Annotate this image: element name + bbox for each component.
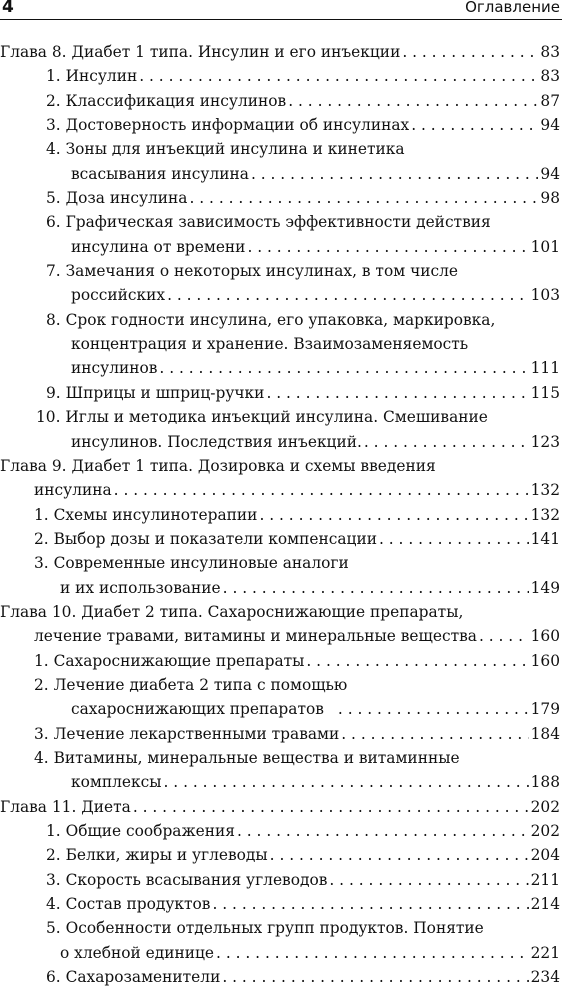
toc-chapter-9[interactable] xyxy=(0,454,562,503)
leader-dots xyxy=(212,892,528,916)
toc-page-number: 98 xyxy=(540,189,560,208)
leader-dots xyxy=(479,624,529,648)
running-title: Оглавление xyxy=(465,0,560,16)
toc-item-label: всасывания инсулина xyxy=(71,164,249,183)
toc-page-number: 202 xyxy=(530,797,560,816)
toc-chapter-title: Глава 9. Диабет 1 типа. Дозировка и схемы введения xyxy=(0,456,436,475)
toc-page-number: 132 xyxy=(530,505,560,524)
toc-page-number: 211 xyxy=(530,870,560,889)
leader-dots xyxy=(139,64,538,88)
toc-item-label: 1. Общие соображения xyxy=(46,822,235,840)
toc-item-label: 6. Сахарозаменители xyxy=(46,968,221,987)
toc-item[interactable] xyxy=(0,746,562,795)
toc-item-label: 3. Скорость всасывания углеводов xyxy=(46,870,328,889)
toc-chapter-title: Глава 10. Диабет 2 типа. Сахароснижающие препараты, xyxy=(0,602,464,621)
leader-dots xyxy=(133,795,529,819)
toc-chapter-11[interactable] xyxy=(0,795,562,819)
toc-chapter-8[interactable] xyxy=(0,40,562,64)
leader-dots xyxy=(247,235,528,259)
toc-item-label: и их использование xyxy=(60,578,221,597)
toc-page-number: 204 xyxy=(530,846,560,865)
toc-page-number: 83 xyxy=(540,43,560,61)
toc-item[interactable] xyxy=(0,308,562,381)
toc-chapter-title: Глава 11. Диета xyxy=(0,797,131,816)
leader-dots xyxy=(159,356,528,380)
toc-item[interactable] xyxy=(0,405,562,454)
toc-page-number: 83 xyxy=(540,67,560,86)
toc-page-number: 141 xyxy=(530,529,560,548)
toc-item-label: 10. Иглы и методика инъекций инсулина. Смешивание xyxy=(36,408,488,427)
toc-item[interactable] xyxy=(0,64,562,88)
leader-dots xyxy=(270,843,529,867)
toc-item[interactable] xyxy=(0,722,562,746)
toc-page-number: 87 xyxy=(540,91,560,110)
toc-item-label: 1. Схемы инсулинотерапии xyxy=(34,505,258,524)
toc-page-number: 132 xyxy=(530,481,560,500)
toc-item[interactable] xyxy=(0,843,562,867)
toc-item-label: 4. Витамины, минеральные вещества и витаминные xyxy=(34,748,460,767)
leader-dots xyxy=(364,430,529,454)
toc-item-label: 3. Лечение лекарственными травами xyxy=(34,724,340,743)
toc-item[interactable] xyxy=(0,892,562,916)
toc-item-label: 9. Шприцы и шприц-ручки xyxy=(46,383,265,402)
toc-item-label: концентрация и хранение. Взаимозаменяемость xyxy=(71,335,469,354)
toc-item-label: 2. Белки, жиры и углеводы xyxy=(46,846,268,865)
page-number: 4 xyxy=(2,0,14,17)
toc-item-label: инсулина от времени xyxy=(71,237,246,256)
toc-item[interactable] xyxy=(0,210,562,259)
toc-chapter-10[interactable] xyxy=(0,600,562,649)
leader-dots xyxy=(379,527,529,551)
leader-dots xyxy=(288,89,538,113)
toc-page-number: 111 xyxy=(530,359,560,378)
toc-page-number: 184 xyxy=(530,724,560,743)
toc-item[interactable] xyxy=(0,503,562,527)
toc-item[interactable] xyxy=(0,137,562,186)
leader-dots xyxy=(411,113,538,137)
toc-chapter-title: Глава 8. Диабет 1 типа. Инсулин и его инъекции xyxy=(0,43,401,61)
leader-dots xyxy=(167,283,529,307)
toc-item-label: 5. Особенности отдельных групп продуктов. Понятие xyxy=(46,919,484,938)
toc-page-number: 115 xyxy=(530,383,560,402)
toc-item[interactable] xyxy=(0,965,562,989)
toc-page-number: 202 xyxy=(530,822,560,840)
toc-page-number: 101 xyxy=(530,237,560,256)
toc-item-label: инсулинов. Последствия инъекций. xyxy=(71,432,362,451)
toc-item[interactable] xyxy=(0,113,562,137)
leader-dots xyxy=(237,819,529,843)
leader-dots xyxy=(306,649,528,673)
toc-page-number: 103 xyxy=(530,286,560,305)
toc-page-number: 94 xyxy=(540,164,560,183)
toc-item[interactable] xyxy=(0,259,562,308)
toc-page-number: 188 xyxy=(530,773,560,792)
toc-item-label: 6. Графическая зависимость эффективности действия xyxy=(46,213,491,232)
toc-item[interactable] xyxy=(0,868,562,892)
leader-dots xyxy=(223,576,529,600)
toc-item[interactable] xyxy=(0,819,562,843)
header-rule xyxy=(0,19,562,20)
leader-dots xyxy=(259,503,528,527)
leader-dots xyxy=(216,941,529,965)
toc-item-label: 1. Сахароснижающие препараты xyxy=(34,651,305,670)
toc-item[interactable] xyxy=(0,551,562,600)
toc-page-number: 179 xyxy=(530,700,560,719)
toc-page-number: 94 xyxy=(540,116,560,135)
toc-chapter-title: инсулина xyxy=(34,481,112,500)
leader-dots xyxy=(164,770,529,794)
toc-item-label: 3. Современные инсулиновые аналоги xyxy=(34,554,349,573)
toc-page-number: 160 xyxy=(530,627,560,646)
page-header xyxy=(0,0,562,22)
leader-dots xyxy=(329,868,528,892)
toc-page-number: 160 xyxy=(530,651,560,670)
leader-dots xyxy=(402,40,538,64)
toc-item-label: комплексы xyxy=(71,773,162,792)
toc-chapter-title: лечение травами, витамины и минеральные вещества xyxy=(34,627,477,646)
toc-page-number: 214 xyxy=(530,895,560,914)
toc-item-label: о хлебной единице xyxy=(60,943,215,962)
leader-dots xyxy=(251,162,538,186)
toc-item-label: 5. Доза инсулина xyxy=(46,189,188,208)
leader-dots xyxy=(189,186,538,210)
leader-dots xyxy=(338,697,529,721)
toc-item[interactable] xyxy=(0,527,562,551)
toc-item-label: 4. Зоны для инъекций инсулина и кинетика xyxy=(46,140,405,159)
toc-item-label: сахароснижающих препаратов xyxy=(71,700,324,719)
toc-item[interactable] xyxy=(0,381,562,405)
toc-item-label: 1. Инсулин xyxy=(46,67,138,86)
leader-dots xyxy=(222,965,528,989)
toc-item[interactable] xyxy=(0,649,562,673)
leader-dots xyxy=(114,478,529,502)
toc-item-label: российских xyxy=(71,286,166,305)
toc-item[interactable] xyxy=(0,89,562,113)
leader-dots xyxy=(341,722,528,746)
toc-item-label: 2. Классификация инсулинов xyxy=(46,91,287,110)
leader-dots xyxy=(266,381,528,405)
toc-item[interactable] xyxy=(0,186,562,210)
toc-item[interactable] xyxy=(0,673,562,722)
toc-page-number: 221 xyxy=(530,943,560,962)
toc-item-label: 7. Замечания о некоторых инсулинах, в том числе xyxy=(46,262,459,281)
toc-page-number: 123 xyxy=(530,432,560,451)
table-of-contents xyxy=(0,40,562,989)
toc-item-label: 2. Выбор дозы и показатели компенсации xyxy=(34,529,377,548)
toc-item-label: 2. Лечение диабета 2 типа с помощью xyxy=(34,675,348,694)
toc-page-number: 149 xyxy=(530,578,560,597)
toc-item-label: 3. Достоверность информации об инсулинах xyxy=(46,116,410,135)
toc-item-label: 4. Состав продуктов xyxy=(46,895,211,914)
toc-page-number: 234 xyxy=(530,968,560,987)
toc-item-label: 8. Срок годности инсулина, его упаковка, маркировка, xyxy=(46,310,496,329)
toc-item[interactable] xyxy=(0,916,562,965)
toc-item-label: инсулинов xyxy=(71,359,158,378)
